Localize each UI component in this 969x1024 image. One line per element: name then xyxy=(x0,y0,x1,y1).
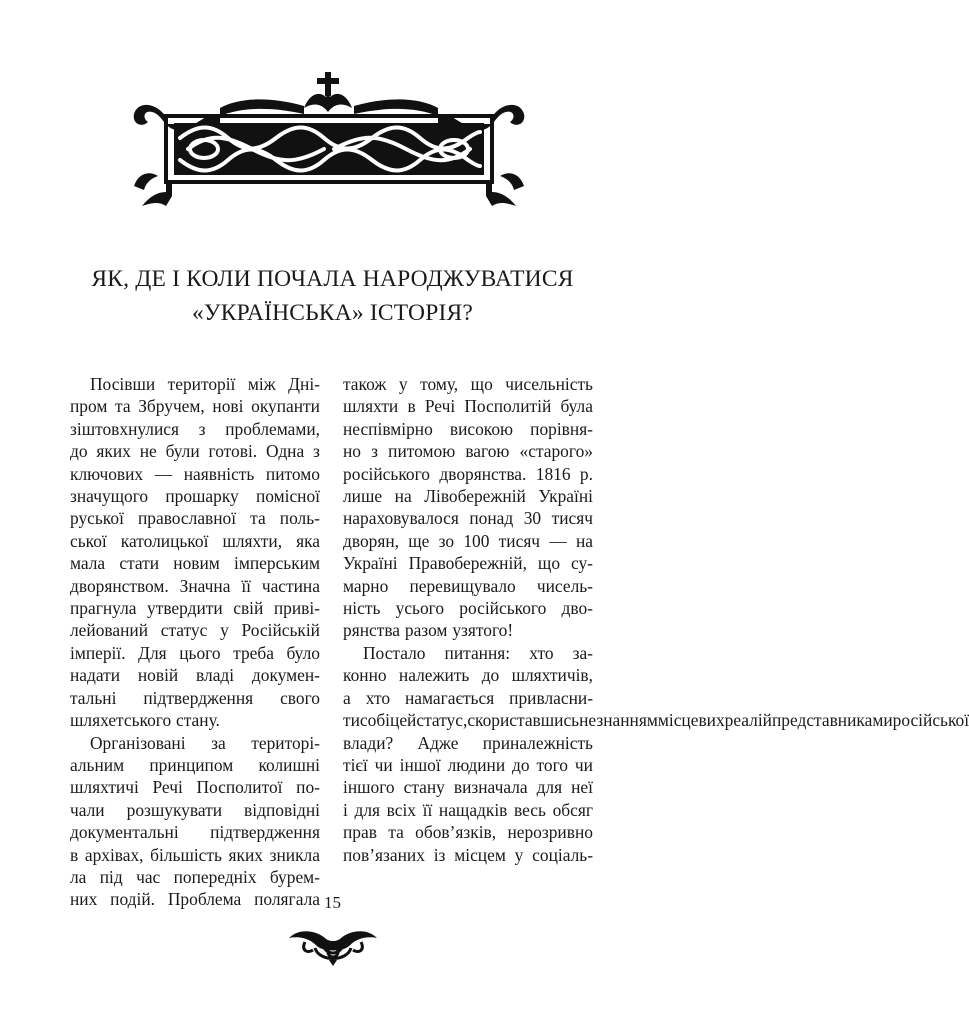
text-line: до яких не були готові. Одна з xyxy=(70,441,320,462)
text-line: ключових — наявність питомо xyxy=(70,463,320,484)
chapter-title-line-2: «УКРАЇНСЬКА» ІСТОРІЯ? xyxy=(191,300,474,326)
text-line: но з питомою вагою «старого» xyxy=(343,441,593,462)
text-line: Україні Правобережній, що су- xyxy=(343,553,593,574)
text-line: них подій. Проблема полягала xyxy=(70,889,320,910)
text-line: тієї чи іншої людини до того чи xyxy=(343,754,593,775)
text-line: Організовані за територі- xyxy=(90,732,320,753)
text-line: ської католицької шляхти, яка xyxy=(70,530,320,551)
text-line: неспівмірно високою порівня- xyxy=(343,418,593,439)
text-line: чали розшукувати відповідні xyxy=(70,799,320,820)
text-line: значущого прошарку помісної xyxy=(70,486,320,507)
text-line: а хто намагається привласни- xyxy=(343,687,593,708)
text-line: російського дворянства. 1816 р. xyxy=(343,463,593,484)
text-line: лейований статус у Російській xyxy=(70,620,320,641)
chapter-title-line-1: ЯК, ДЕ І КОЛИ ПОЧАЛА НАРОДЖУВАТИСЯ xyxy=(91,266,574,292)
text-line: ність усього російського дво- xyxy=(343,598,593,619)
text-line: рянства разом узятого! xyxy=(343,620,514,641)
text-line: Посівши території між Дні- xyxy=(90,374,320,394)
chapter-title xyxy=(60,262,605,330)
text-line: в архівах, більшість яких зникла xyxy=(70,844,320,865)
text-line: Постало питання: хто за- xyxy=(363,642,593,663)
left-text-column xyxy=(70,373,320,911)
text-line: влади? Адже приналежність xyxy=(343,732,593,753)
text-line: шляхетського стану. xyxy=(70,710,220,731)
page-number: 15 xyxy=(324,893,341,912)
text-line: документальні підтвердження xyxy=(70,822,320,843)
celtic-knot-headpiece-icon xyxy=(128,68,530,208)
knot-tailpiece-icon xyxy=(285,922,381,966)
text-line: і для всіх її нащадків весь обсяг xyxy=(343,799,593,820)
text-line: імперії. Для цього треба було xyxy=(70,642,320,663)
text-line: ти собі цей статус, скориставшись незнанням місцевих реалій представниками російської xyxy=(343,710,969,731)
text-line: шляхтичі Речі Посполитої по- xyxy=(70,777,320,798)
text-line: зіштовхнулися з проблемами, xyxy=(70,418,320,439)
text-line: конно належить до шляхтичів, xyxy=(343,665,593,686)
text-line: мала стати новим імперським xyxy=(70,553,320,574)
text-line: тальні підтвердження свого xyxy=(70,687,320,708)
text-line: альним принципом колишні xyxy=(70,754,320,775)
text-line: руської православної та поль- xyxy=(70,508,320,529)
text-line: ла під час попередніх бурем- xyxy=(70,866,320,887)
text-line: нараховувалося понад 30 тисяч xyxy=(343,508,593,529)
text-line: дворян, ще зо 100 тисяч — на xyxy=(343,530,593,551)
text-line: шляхти в Речі Посполитій була xyxy=(343,396,593,417)
text-line: марно перевищувало чисель- xyxy=(343,575,593,596)
right-text-column xyxy=(343,373,969,866)
text-line: лише на Лівобережній Україні xyxy=(343,486,593,507)
text-line: пром та Збручем, нові окупанти xyxy=(70,396,320,417)
text-line: прав та обов’язків, нерозривно xyxy=(343,822,593,843)
text-line: надати новій владі докумен- xyxy=(70,665,320,686)
text-line: іншого стану визначала для неї xyxy=(343,777,593,798)
text-line: дворянством. Значна її частина xyxy=(70,575,320,596)
text-line: прагнула утвердити свій приві- xyxy=(70,598,320,619)
text-line: також у тому, що чисельність xyxy=(343,374,593,394)
text-line: пов’язаних із місцем у соціаль- xyxy=(343,844,593,865)
